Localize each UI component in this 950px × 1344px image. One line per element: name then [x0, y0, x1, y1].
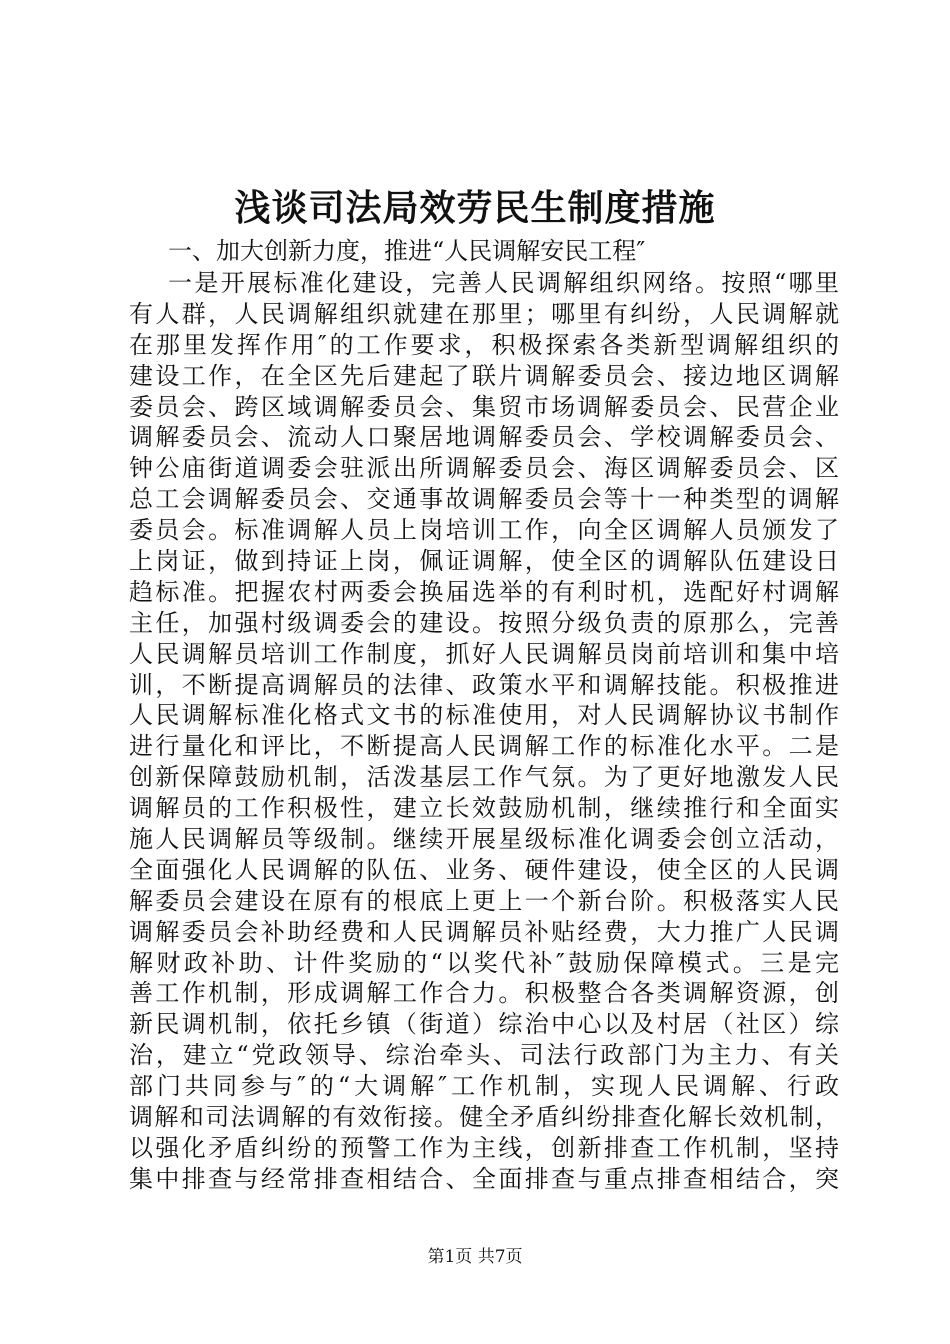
body-line: 调解委员会、流动人口聚居地调解委员会、学校调解委员会、 — [129, 423, 839, 452]
body-line: 人民调解员培训工作制度，抓好人民调解员岗前培训和集中培 — [129, 639, 839, 668]
body-line: 施人民调解员等级制。继续开展星级标准化调委会创立活动， — [129, 825, 839, 854]
body-line: 治，建立“党政领导、综治牵头、司法行政部门为主力、有关 — [129, 1041, 839, 1070]
body-line: 新民调机制，依托乡镇（街道）综治中心以及村居（社区）综 — [129, 1010, 839, 1039]
body-line: 有人群，人民调解组织就建在那里；哪里有纠纷，人民调解就 — [129, 299, 839, 328]
page-number-footer: 第1页 共7页 — [427, 1247, 523, 1267]
body-line: 调解员的工作积极性，建立长效鼓励机制，继续推行和全面实 — [129, 794, 839, 823]
body-line: 人民调解标准化格式文书的标准使用，对人民调解协议书制作 — [129, 701, 839, 730]
section-heading: 一、加大创新力度，推进“人民调解安民工程″ — [168, 237, 646, 265]
body-line: 调解委员会补助经费和人民调解员补贴经费，大力推广人民调 — [129, 917, 839, 946]
body-line: 集中排查与经常排查相结合、全面排查与重点排查相结合，突 — [129, 1164, 839, 1193]
document-title: 浅谈司法局效劳民生制度措施 — [234, 187, 716, 229]
body-line: 一是开展标准化建设，完善人民调解组织网络。按照“哪里 — [168, 269, 839, 297]
body-line: 建设工作，在全区先后建起了联片调解委员会、接边地区调解 — [129, 361, 839, 390]
body-line: 主任，加强村级调委会的建设。按照分级负责的原那么，完善 — [129, 608, 839, 637]
body-line: 善工作机制，形成调解工作合力。积极整合各类调解资源，创 — [129, 979, 839, 1008]
body-line: 解财政补助、计件奖励的“以奖代补″鼓励保障模式。三是完 — [129, 948, 839, 977]
body-text — [129, 268, 839, 1195]
body-line: 在那里发挥作用″的工作要求，积极探索各类新型调解组织的 — [129, 330, 839, 359]
body-line: 以强化矛盾纠纷的预警工作为主线，创新排查工作机制，坚持 — [129, 1133, 839, 1162]
body-line: 进行量化和评比，不断提高人民调解工作的标准化水平。二是 — [129, 732, 839, 761]
body-line: 趋标准。把握农村两委会换届选举的有利时机，选配好村调解 — [129, 577, 839, 606]
body-line: 创新保障鼓励机制，活泼基层工作气氛。为了更好地激发人民 — [129, 763, 839, 792]
body-line: 全面强化人民调解的队伍、业务、硬件建设，使全区的人民调 — [129, 855, 839, 884]
body-line: 委员会、跨区域调解委员会、集贸市场调解委员会、民营企业 — [129, 392, 839, 421]
body-line: 部门共同参与″的“大调解″工作机制，实现人民调解、行政 — [129, 1072, 839, 1101]
body-line: 总工会调解委员会、交通事故调解委员会等十一种类型的调解 — [129, 485, 839, 514]
body-line: 调解和司法调解的有效衔接。健全矛盾纠纷排查化解长效机制， — [129, 1103, 839, 1132]
body-line: 解委员会建设在原有的根底上更上一个新台阶。积极落实人民 — [129, 886, 839, 915]
body-line: 训，不断提高调解员的法律、政策水平和调解技能。积极推进 — [129, 670, 839, 699]
body-line: 委员会。标准调解人员上岗培训工作，向全区调解人员颁发了 — [129, 516, 839, 545]
body-line: 上岗证，做到持证上岗，佩证调解，使全区的调解队伍建设日 — [129, 547, 839, 576]
body-line: 钟公庙街道调委会驻派出所调解委员会、海区调解委员会、区 — [129, 454, 839, 483]
